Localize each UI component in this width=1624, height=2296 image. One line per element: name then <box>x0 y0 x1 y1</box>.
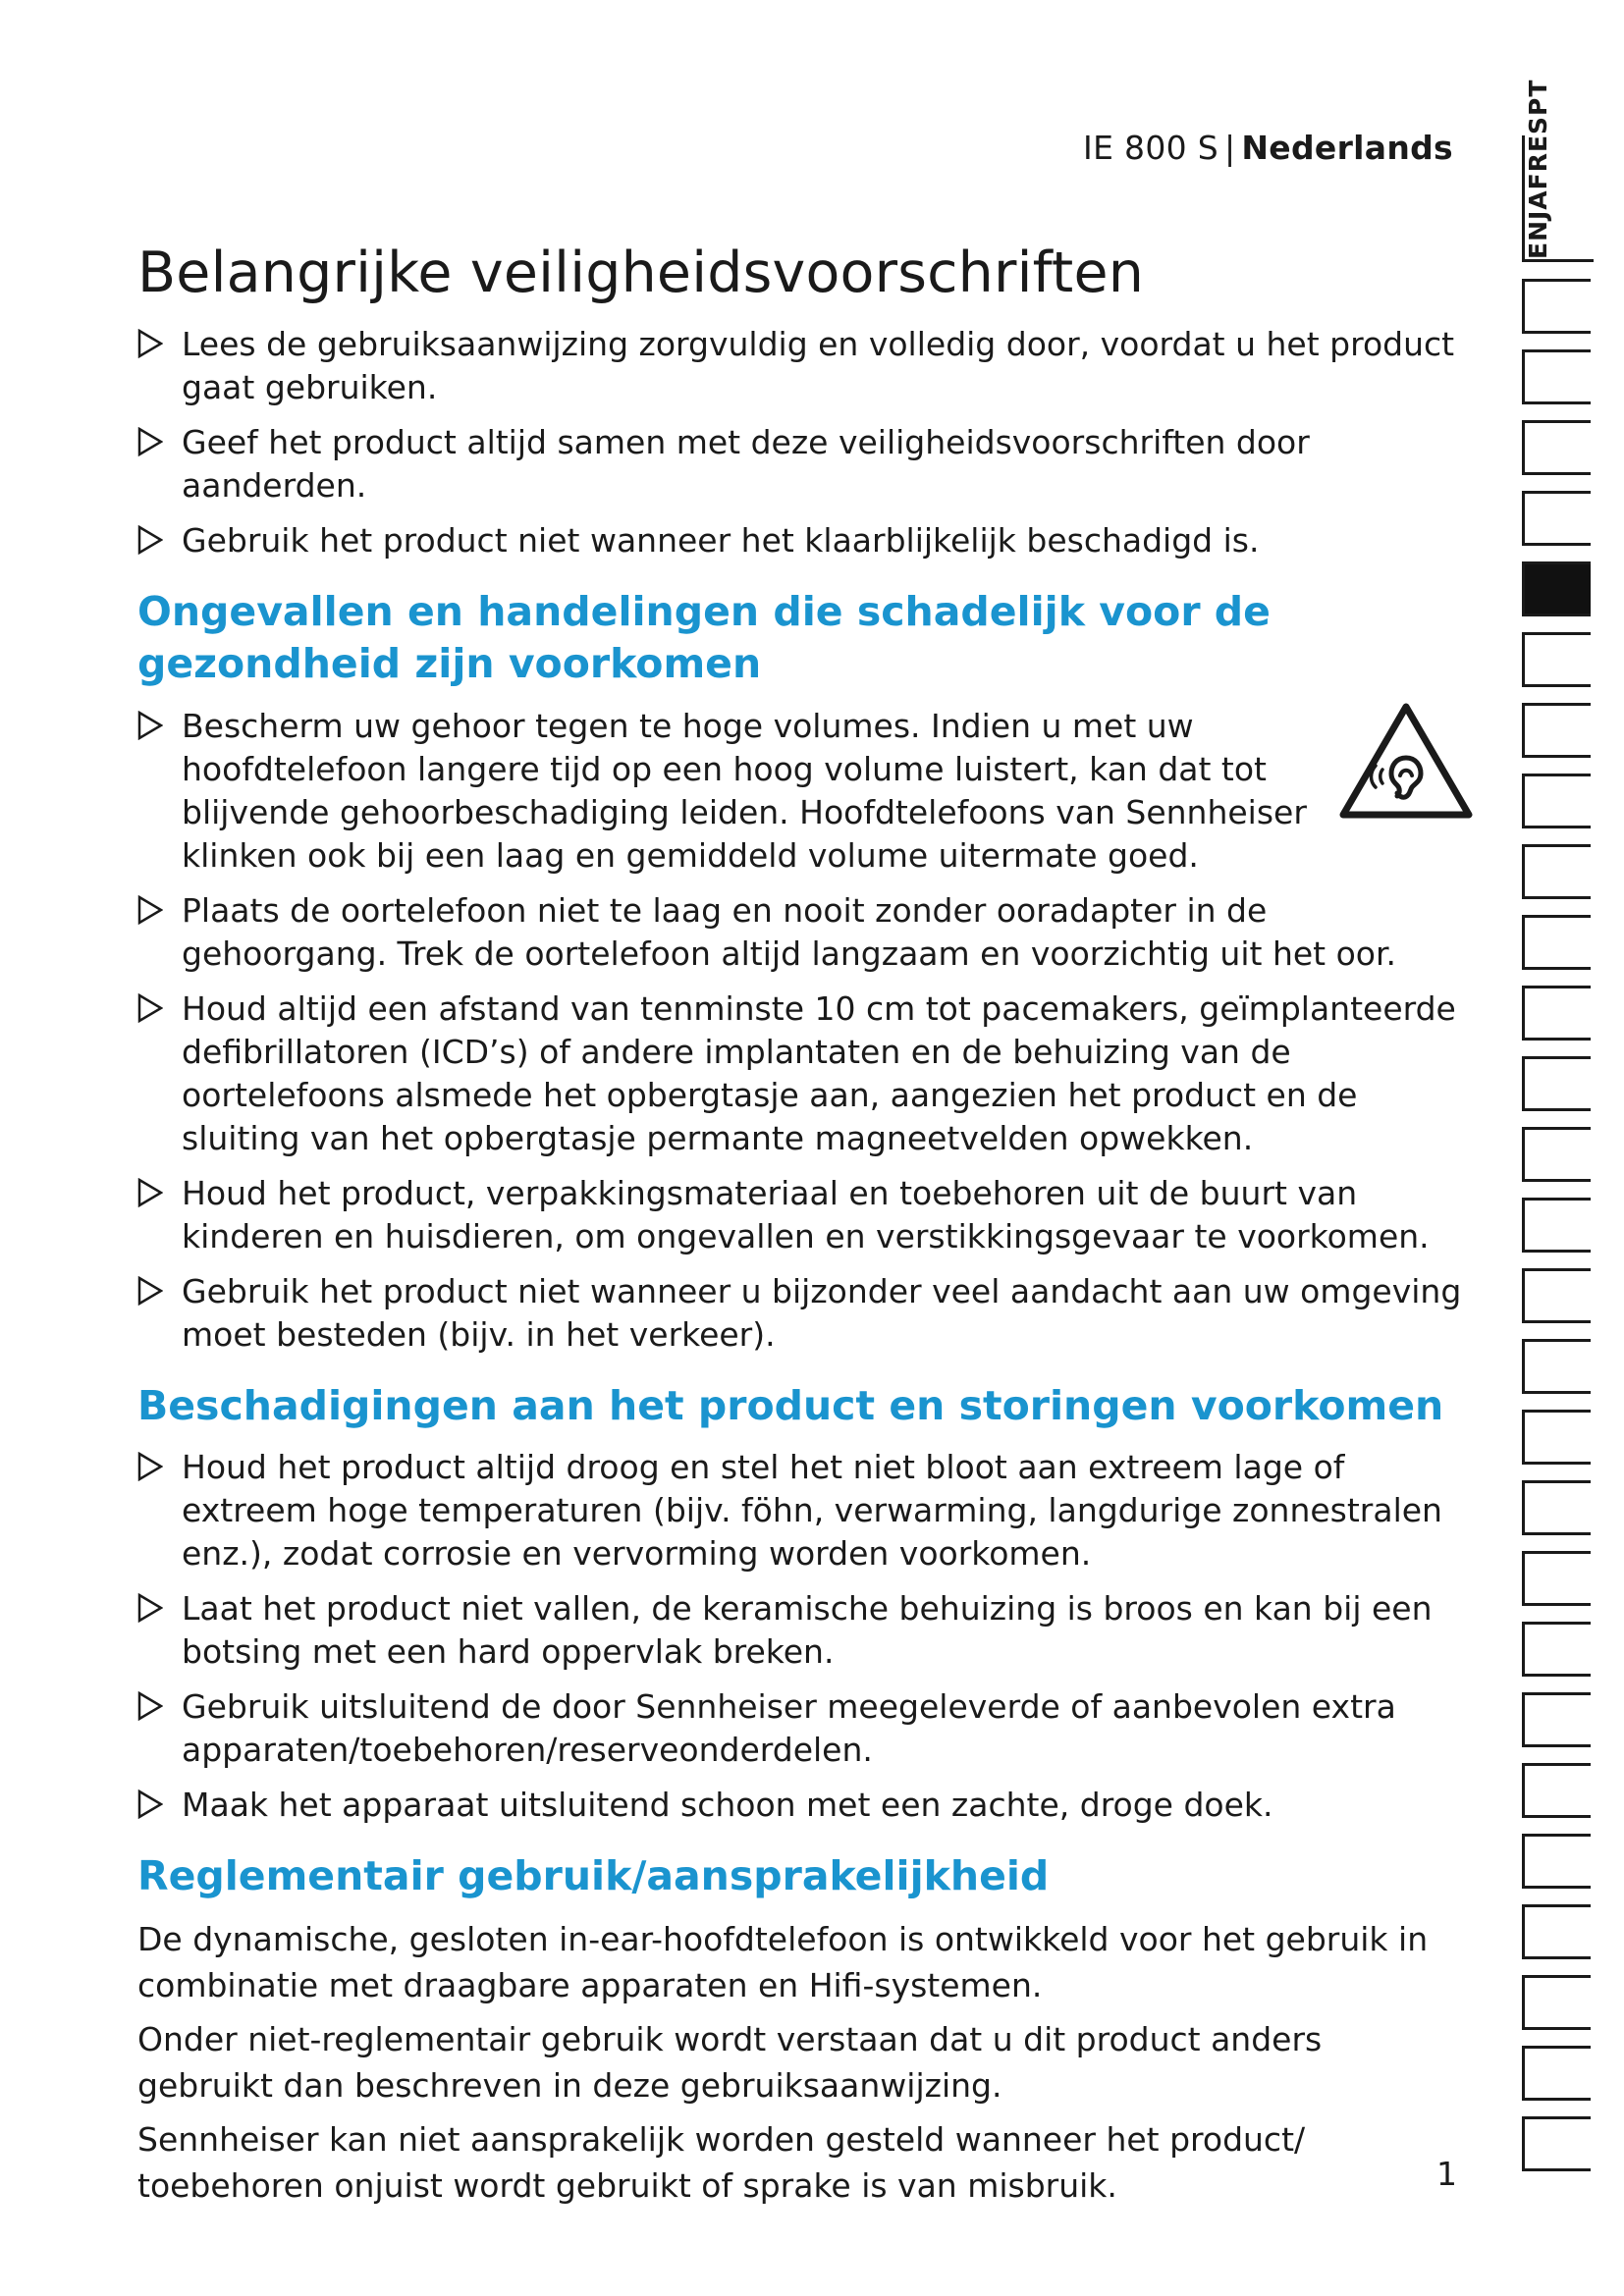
list-item: Gebruik uitsluitend de door Sennheiser meegeleverde of aanbevolen extra apparaten/toebehoren/reserveonderdelen. <box>137 1685 1463 1772</box>
product-name: IE 800 S <box>1083 129 1218 167</box>
chapter-tab[interactable] <box>1522 1480 1591 1535</box>
header-separator: | <box>1223 129 1236 167</box>
section-heading-health: Ongevallen en handelingen die schadelijk voor de gezondheid zijn voorkomen <box>137 588 1271 688</box>
list-item: Houd het product, verpakkingsmateriaal en toebehoren uit de buurt van kinderen en huisdieren, om ongevallen en verstikkingsgevaar te voorkomen. <box>137 1172 1463 1258</box>
chapter-tab[interactable] <box>1522 1268 1591 1323</box>
list-item: Lees de gebruiksaanwijzing zorgvuldig en volledig door, voordat u het product gaat gebruiken. <box>137 323 1463 409</box>
page-header <box>1083 129 1453 167</box>
section-heading-usage: Reglementair gebruik/aansprakelijkheid <box>137 1851 1050 1899</box>
chapter-tab[interactable] <box>1522 1410 1591 1465</box>
chapter-tab[interactable] <box>1522 349 1591 404</box>
chapter-tab[interactable] <box>1522 703 1591 758</box>
chapter-tab[interactable] <box>1522 1339 1591 1394</box>
chapter-tab[interactable] <box>1522 1834 1591 1889</box>
list-item: Geef het product altijd samen met deze veiligheidsvoorschriften door aanderden. <box>137 421 1463 507</box>
list-item: Plaats de oortelefoon niet te laag en nooit zonder ooradapter in de gehoorgang. Trek de oortelefoon altijd langzaam en voorzichtig uit het oor. <box>137 889 1463 976</box>
chapter-tab[interactable] <box>1522 279 1591 334</box>
triangle-bullet-icon <box>137 711 163 740</box>
triangle-bullet-icon <box>137 1276 163 1306</box>
chapter-tab[interactable] <box>1522 1763 1591 1818</box>
triangle-bullet-icon <box>137 993 163 1023</box>
triangle-bullet-icon <box>137 1178 163 1207</box>
header-language: Nederlands <box>1241 129 1453 167</box>
chapter-tab[interactable] <box>1522 1551 1591 1606</box>
chapter-tab[interactable] <box>1522 1904 1591 1959</box>
list-item: Maak het apparaat uitsluitend schoon met een zachte, droge doek. <box>137 1784 1463 1827</box>
chapter-tab[interactable] <box>1522 915 1591 970</box>
chapter-tab[interactable] <box>1522 1975 1591 2030</box>
section-heading-damage: Beschadigingen aan het product en storingen voorkomen <box>137 1381 1444 1429</box>
health-list <box>137 705 1463 1357</box>
usage-paragraph: Sennheiser kan niet aansprakelijk worden gesteld wanneer het product/ toebehoren onjuist wordt gebruikt of sprake is van misbruik. <box>137 2120 1306 2206</box>
list-item: Gebruik het product niet wanneer het klaarblijkelijk beschadigd is. <box>137 519 1463 562</box>
list-item: Laat het product niet vallen, de keramische behuizing is broos en kan bij een botsing met een hard oppervlak breken. <box>137 1587 1463 1674</box>
chapter-tab[interactable] <box>1522 774 1591 828</box>
chapter-tab[interactable] <box>1522 1692 1591 1747</box>
hearing-warning-icon <box>1337 701 1475 821</box>
intro-list <box>137 323 1463 562</box>
chapter-tab[interactable] <box>1522 2116 1591 2171</box>
triangle-bullet-icon <box>137 895 163 925</box>
chapter-tab[interactable] <box>1522 1622 1591 1677</box>
usage-paragraph: De dynamische, gesloten in-ear-hoofdtelefoon is ontwikkeld voor het gebruik in combinatie met draagbare apparaten en Hifi-systemen. <box>137 1920 1429 2005</box>
list-item: Houd altijd een afstand van tenminste 10 cm tot pacemakers, geïmplanteerde defibrillatoren (ICD’s) of andere implantaten en de behuizing van de oortelefoons alsmede het opbergtasje aan, aangezien het product en de sluiting van het opbergtasje permante magneetvelden opwekken. <box>137 988 1463 1160</box>
chapter-tab[interactable] <box>1522 632 1591 687</box>
list-item: Gebruik het product niet wanneer u bijzonder veel aandacht aan uw omgeving moet besteden (bijv. in het verkeer). <box>137 1270 1463 1357</box>
chapter-tab[interactable] <box>1522 1056 1591 1111</box>
chapter-tab[interactable] <box>1522 844 1591 899</box>
triangle-bullet-icon <box>137 1593 163 1623</box>
chapter-tab[interactable] <box>1522 561 1591 616</box>
list-item: Houd het product altijd droog en stel het niet bloot aan extreem lage of extreem hoge temperaturen (bijv. föhn, verwarming, langdurige zonnestralen enz.), zodat corrosie en vervorming worden voorkomen. <box>137 1446 1463 1575</box>
triangle-bullet-icon <box>137 1691 163 1721</box>
language-codes: ENJAFRESPT <box>1524 79 1552 259</box>
triangle-bullet-icon <box>137 1452 163 1481</box>
page-title: Belangrijke veiligheidsvoorschriften <box>137 240 1145 305</box>
chapter-tab[interactable] <box>1522 2046 1591 2101</box>
triangle-bullet-icon <box>137 427 163 456</box>
page-number: 1 <box>1436 2155 1457 2193</box>
triangle-bullet-icon <box>137 329 163 358</box>
chapter-tab[interactable] <box>1522 1198 1591 1253</box>
page-content <box>137 240 1463 2216</box>
chapter-tab[interactable] <box>1522 986 1591 1041</box>
chapter-tab[interactable] <box>1522 491 1591 546</box>
triangle-bullet-icon <box>137 1789 163 1819</box>
usage-paragraph: Onder niet-reglementair gebruik wordt verstaan dat u dit product anders gebruikt dan beschreven in deze gebruiksaanwijzing. <box>137 2020 1323 2106</box>
damage-list <box>137 1446 1463 1827</box>
list-item: Bescherm uw gehoor tegen te hoge volumes. Indien u met uw hoofdtelefoon langere tijd op een hoog volume luistert, kan dat tot blijvende gehoorbeschadiging leiden. Hoofdtelefoons van Sennheiser klinken ook bij een laag en gemiddeld volume uitermate goed. <box>137 705 1463 878</box>
triangle-bullet-icon <box>137 525 163 555</box>
chapter-tab[interactable] <box>1522 1127 1591 1182</box>
chapter-tab[interactable] <box>1522 420 1591 475</box>
